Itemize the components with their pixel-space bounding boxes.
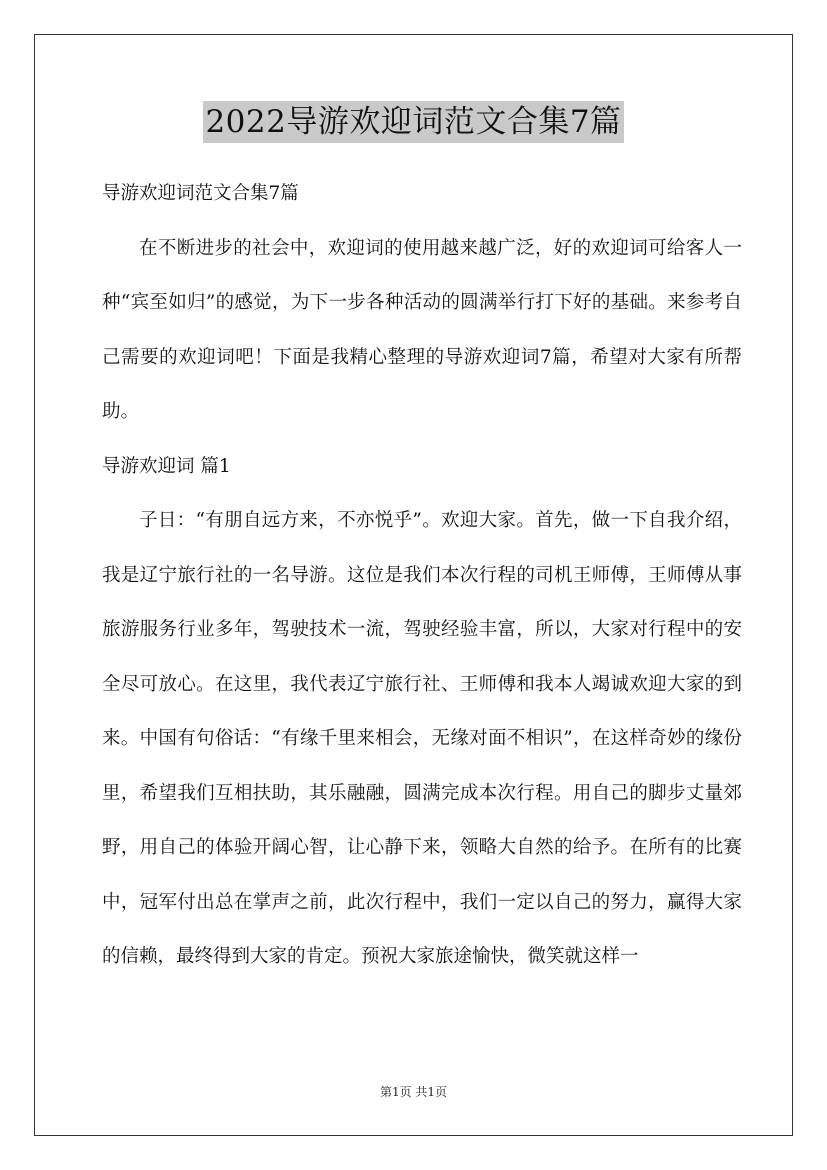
page-footer: 第1页 共1页 <box>379 1085 448 1099</box>
document-title: 2022导游欢迎词范文合集7篇 <box>203 101 623 143</box>
section-paragraph: 子日：“有朋自远方来，不亦悦乎”。欢迎大家。首先，做一下自我介绍，我是辽宁旅行社的一名导游。这位是我们本次行程的司机王师傅，王师傅从事旅游服务行业多年，驾驶技术一流，驾驶经验丰富，所以，大家对行程中的安全尽可放心。在这里，我代表辽宁旅行社、王师傅和我本人竭诚欢迎大家的到来。中国有句俗话：“有缘千里来相会，无缘对面不相识”，在这样奇妙的缘份里，希望我们互相扶助，其乐融融，圆满完成本次行程。用自己的脚步丈量郊野，用自己的体验开阔心智，让心静下来，领略大自然的给予。在所有的比赛中，冠军付出总在掌声之前，此次行程中，我们一定以自己的努力，赢得大家的信赖，最终得到大家的肯定。预祝大家旅途愉快，微笑就这样一 <box>102 510 742 967</box>
document-subtitle: 导游欢迎词范文合集7篇 <box>102 183 299 204</box>
title-container <box>0 101 827 143</box>
intro-paragraph: 在不断进步的社会中，欢迎词的使用越来越广泛，好的欢迎词可给客人一种“宾至如归”的感觉，为下一步各种活动的圆满举行打下好的基础。来参考自己需要的欢迎词吧！下面是我精心整理的导游欢迎词7篇，希望对大家有所帮助。 <box>102 237 742 422</box>
section-heading: 导游欢迎词 篇1 <box>102 455 231 477</box>
document-body <box>102 167 742 985</box>
